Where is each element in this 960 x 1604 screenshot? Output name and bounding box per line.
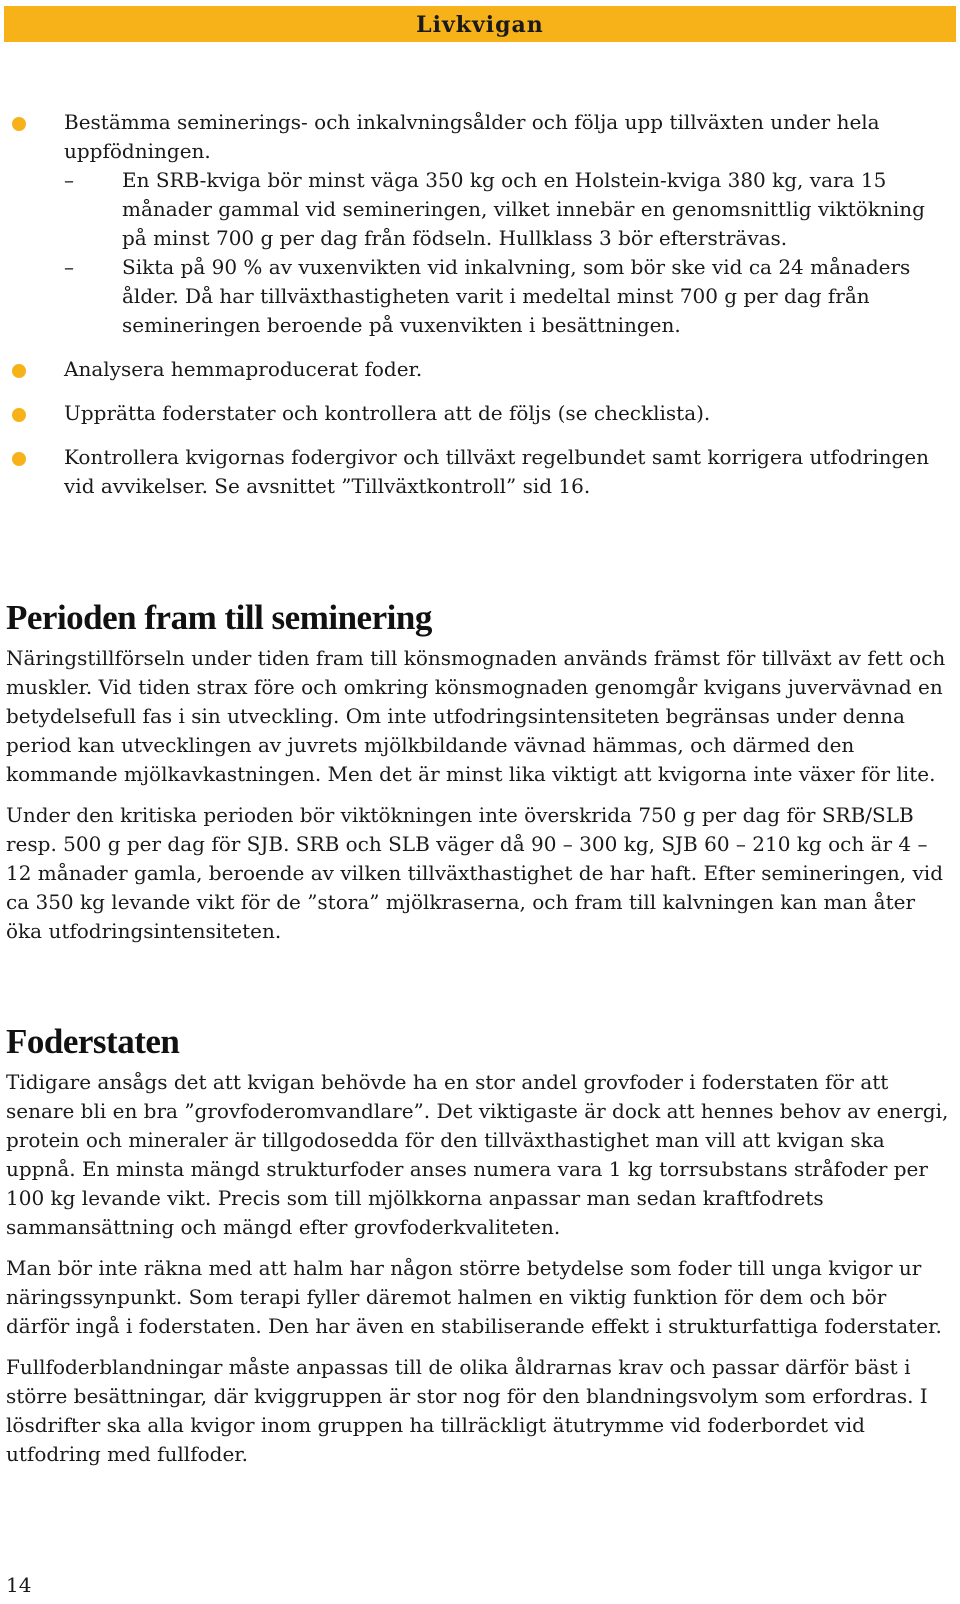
paragraph: Man bör inte räkna med att halm har någon större betydelse som foder till unga kvigor ur näringssynpunkt. Som terapi fyller däremot halmen en viktig funktion för dem och bör därför ingå i foderstaten. Den har även en stabiliserande effekt i strukturfattiga foderstater. [6, 1256, 942, 1338]
page-number: 14 [6, 1573, 32, 1597]
dash-icon: – [64, 255, 74, 279]
paragraph: Under den kritiska perioden bör viktökningen inte överskrida 750 g per dag för SRB/SLB resp. 500 g per dag för SJB. SRB och SLB väger då 90 – 300 kg, SJB 60 – 210 kg och är 4 – 12 månader gamla, beroende av vilken tillväxthastighet de har haft. Efter semineringen, vid ca 350 kg levande vikt för de ”stora” mjölkraserna, och fram till kalvningen kan man åter öka utfodringsintensiteten. [6, 803, 944, 943]
section-heading: Perioden fram till seminering [6, 598, 432, 637]
paragraph: Näringstillförseln under tiden fram till könsmognaden används främst för tillväxt av fett och muskler. Vid tiden strax före och omkring könsmognaden genomgår kvigans juvervävnad en betydelsefull fas i sin utveckling. Om inte utfodringsintensiteten begränsas under denna period kan utvecklingen av juvrets mjölkbildande vävnad hämmas, och därmed den kommande mjölkavkastningen. Men det är minst lika viktigt att kvigorna inte växer för lite. [6, 646, 946, 786]
paragraph: Fullfoderblandningar måste anpassas till de olika åldrarnas krav och passar därför bäst i större besättningar, där kviggruppen är stor nog för den blandningsvolym som erfordras. I lösdrifter ska alla kvigor inom gruppen ha tillräckligt ätutrymme vid foderbordet vid utfodring med fullfoder. [6, 1355, 928, 1466]
bullet-list [0, 108, 960, 516]
bullet-item [0, 355, 960, 384]
sub-item-text: En SRB-kviga bör minst väga 350 kg och en Holstein-kviga 380 kg, vara 15 månader gammal vid semineringen, vilket innebär en genomsnittlig viktökning på minst 700 g per dag från födseln. Hullklass 3 bör eftersträvas. [122, 168, 925, 250]
paragraph: Tidigare ansågs det att kvigan behövde ha en stor andel grovfoder i foderstaten för att senare bli en bra ”grovfoderomvandlare”. Det viktigaste är dock att hennes behov av energi, protein och mineraler är tillgodosedda för den tillväxthastighet man vill att kvigan ska uppnå. En minsta mängd strukturfoder anses numera vara 1 kg torrsubstans stråfoder per 100 kg levande vikt. Precis som till mjölkkorna anpassar man sedan kraftfodrets sammansättning och mängd efter grovfoderkvaliteten. [6, 1070, 949, 1239]
sub-item-text: Sikta på 90 % av vuxenvikten vid inkalvning, som bör ske vid ca 24 månaders ålder. Då har tillväxthastigheten varit i medeltal minst 700 g per dag från semineringen beroende på vuxenvikten i besättningen. [122, 255, 911, 337]
header-bar [4, 6, 956, 42]
bullet-item [0, 399, 960, 428]
bullet-dot-icon [12, 408, 26, 422]
page-header-title: Livkvigan [416, 12, 544, 38]
bullet-dot-icon [12, 452, 26, 466]
sub-item [64, 166, 940, 253]
section-perioden [6, 598, 954, 958]
bullet-text: Kontrollera kvigornas fodergivor och tillväxt regelbundet samt korrigera utfodringen vid avvikelser. Se avsnittet ”Tillväxtkontroll” sid 16. [64, 445, 930, 498]
section-heading: Foderstaten [6, 1022, 180, 1061]
bullet-dot-icon [12, 364, 26, 378]
bullet-item [0, 443, 960, 501]
section-foderstaten [6, 1022, 954, 1481]
sub-item [64, 253, 940, 340]
bullet-dot-icon [12, 117, 26, 131]
bullet-text: Analysera hemmaproducerat foder. [64, 357, 423, 381]
dash-icon: – [64, 168, 74, 192]
bullet-text: Upprätta foderstater och kontrollera att de följs (se checklista). [64, 401, 711, 425]
bullet-item [0, 108, 960, 340]
bullet-text: Bestämma seminerings- och inkalvningsålder och följa upp tillväxten under hela uppfödningen. [64, 110, 880, 163]
